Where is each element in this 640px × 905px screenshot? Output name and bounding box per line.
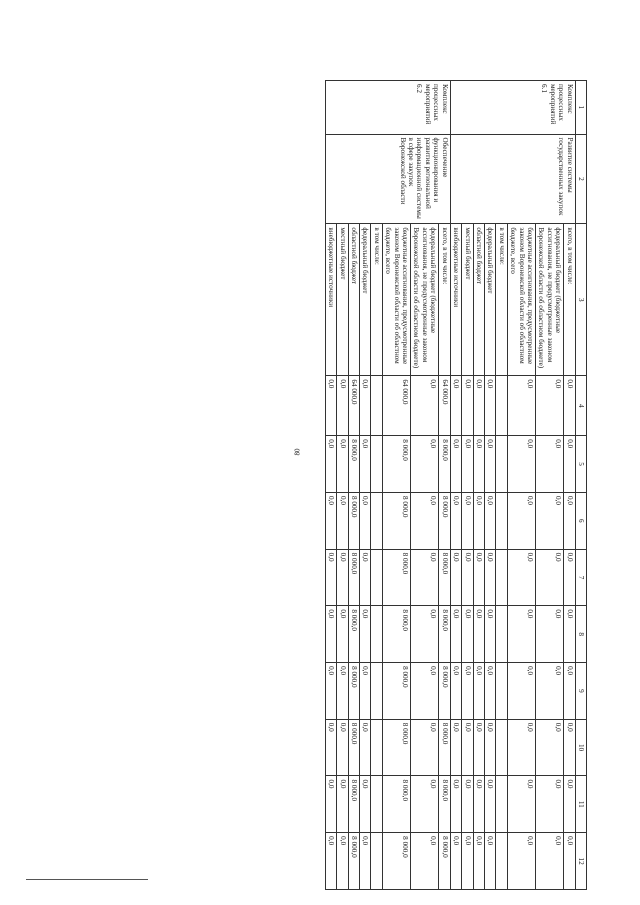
amount-cell — [371, 663, 382, 720]
rotated-page — [325, 80, 587, 890]
amount-cell: 0,0 — [564, 436, 575, 493]
amount-cell: 8 000,0 — [439, 833, 450, 890]
amount-cell: 0,0 — [535, 436, 563, 493]
amount-cell: 8 000,0 — [439, 776, 450, 833]
amount-cell: 0,0 — [450, 606, 461, 663]
amount-cell: 8 000,0 — [382, 833, 410, 890]
amount-cell — [496, 492, 507, 549]
header-cell: 2 — [575, 134, 586, 224]
amount-cell: 0,0 — [535, 833, 563, 890]
header-row — [575, 81, 586, 890]
amount-cell — [496, 606, 507, 663]
funding-source-cell: федеральный бюджет (бюджетные ассигнования, не предусмотренные законом Воронежской области об областном бюджете) — [411, 224, 439, 376]
amount-cell: 0,0 — [360, 663, 371, 720]
amount-cell — [371, 833, 382, 890]
amount-cell: 8 000,0 — [439, 663, 450, 720]
amount-cell — [371, 549, 382, 606]
amount-cell: 0,0 — [411, 436, 439, 493]
amount-cell: 0,0 — [360, 549, 371, 606]
amount-cell: 0,0 — [564, 606, 575, 663]
amount-cell: 0,0 — [337, 376, 348, 436]
amount-cell: 0,0 — [473, 549, 484, 606]
amount-cell: 0,0 — [337, 776, 348, 833]
amount-cell: 0,0 — [360, 492, 371, 549]
amount-cell — [371, 776, 382, 833]
amount-cell: 0,0 — [535, 663, 563, 720]
amount-cell: 0,0 — [325, 436, 336, 493]
amount-cell: 0,0 — [484, 376, 495, 436]
amount-cell: 0,0 — [507, 376, 535, 436]
amount-cell: 0,0 — [564, 663, 575, 720]
amount-cell — [371, 719, 382, 776]
amount-cell: 64 000,0 — [439, 376, 450, 436]
amount-cell: 0,0 — [411, 606, 439, 663]
amount-cell: 8 000,0 — [382, 549, 410, 606]
amount-cell: 0,0 — [507, 436, 535, 493]
amount-cell: 8 000,0 — [382, 492, 410, 549]
amount-cell: 0,0 — [564, 376, 575, 436]
amount-cell: 0,0 — [360, 436, 371, 493]
footer-rule — [26, 879, 148, 880]
funding-source-cell: федеральный бюджет — [484, 224, 495, 376]
amount-cell: 0,0 — [484, 492, 495, 549]
amount-cell: 64 000,0 — [348, 376, 359, 436]
amount-cell: 0,0 — [507, 663, 535, 720]
amount-cell: 0,0 — [411, 776, 439, 833]
header-cell: 4 — [575, 376, 586, 436]
amount-cell: 0,0 — [325, 492, 336, 549]
amount-cell: 0,0 — [462, 436, 473, 493]
funding-source-cell: местный бюджет — [462, 224, 473, 376]
amount-cell: 8 000,0 — [348, 833, 359, 890]
amount-cell: 0,0 — [473, 606, 484, 663]
amount-cell: 0,0 — [507, 492, 535, 549]
amount-cell: 0,0 — [507, 833, 535, 890]
amount-cell: 0,0 — [462, 663, 473, 720]
funding-source-cell: областной бюджет — [473, 224, 484, 376]
header-cell: 12 — [575, 833, 586, 890]
amount-cell — [371, 376, 382, 436]
amount-cell: 0,0 — [337, 606, 348, 663]
amount-cell: 0,0 — [564, 833, 575, 890]
amount-cell: 0,0 — [450, 719, 461, 776]
amount-cell: 0,0 — [473, 833, 484, 890]
amount-cell: 0,0 — [411, 492, 439, 549]
amount-cell: 8 000,0 — [439, 606, 450, 663]
amount-cell: 0,0 — [462, 833, 473, 890]
funding-source-cell: бюджетные ассигнования, предусмотренные законом Воронежской области об областном бюджете, всего — [507, 224, 535, 376]
amount-cell: 0,0 — [450, 376, 461, 436]
amount-cell: 8 000,0 — [382, 776, 410, 833]
page-number: 80 — [293, 448, 302, 456]
header-cell: 7 — [575, 549, 586, 606]
funding-source-cell: федеральный бюджет (бюджетные ассигнования, не предусмотренные законом Воронежской области об областном бюджете) — [535, 224, 563, 376]
amount-cell: 0,0 — [337, 492, 348, 549]
budget-table — [325, 80, 587, 890]
amount-cell: 8 000,0 — [382, 719, 410, 776]
amount-cell — [496, 776, 507, 833]
amount-cell: 0,0 — [473, 492, 484, 549]
funding-source-cell: всего, в том числе: — [564, 224, 575, 376]
amount-cell: 0,0 — [462, 606, 473, 663]
amount-cell — [496, 663, 507, 720]
funding-source-cell: в том числе: — [496, 224, 507, 376]
header-cell: 10 — [575, 719, 586, 776]
amount-cell: 0,0 — [325, 719, 336, 776]
table-row — [564, 81, 575, 890]
amount-cell: 8 000,0 — [382, 606, 410, 663]
amount-cell: 0,0 — [411, 549, 439, 606]
amount-cell: 0,0 — [337, 833, 348, 890]
funding-source-cell: внебюджетные источники — [450, 224, 461, 376]
amount-cell: 8 000,0 — [382, 436, 410, 493]
program-name-cell: Обеспечение функционирования и развития региональной информационной системы в сфере закупок Воронежской области — [325, 134, 450, 224]
amount-cell: 0,0 — [337, 436, 348, 493]
amount-cell: 0,0 — [462, 719, 473, 776]
table-row — [439, 81, 450, 890]
header-cell: 6 — [575, 492, 586, 549]
amount-cell: 0,0 — [337, 719, 348, 776]
amount-cell: 0,0 — [535, 719, 563, 776]
amount-cell: 0,0 — [411, 663, 439, 720]
funding-source-cell: бюджетные ассигнования, предусмотренные законом Воронежской области об областном бюджете, всего — [382, 224, 410, 376]
funding-source-cell: внебюджетные источники — [325, 224, 336, 376]
amount-cell: 0,0 — [462, 376, 473, 436]
amount-cell: 0,0 — [325, 549, 336, 606]
amount-cell: 0,0 — [462, 492, 473, 549]
program-code-cell: Комплекс процессных мероприятий 6.1 — [450, 81, 575, 135]
amount-cell: 0,0 — [411, 833, 439, 890]
funding-source-cell: областной бюджет — [348, 224, 359, 376]
amount-cell: 0,0 — [325, 663, 336, 720]
amount-cell: 8 000,0 — [439, 492, 450, 549]
amount-cell: 0,0 — [564, 719, 575, 776]
header-cell: 11 — [575, 776, 586, 833]
amount-cell: 0,0 — [484, 606, 495, 663]
amount-cell: 8 000,0 — [348, 776, 359, 833]
funding-source-cell: местный бюджет — [337, 224, 348, 376]
amount-cell: 0,0 — [450, 663, 461, 720]
amount-cell: 0,0 — [337, 549, 348, 606]
amount-cell — [496, 833, 507, 890]
amount-cell — [496, 549, 507, 606]
amount-cell: 0,0 — [325, 833, 336, 890]
amount-cell: 0,0 — [507, 549, 535, 606]
amount-cell: 0,0 — [360, 606, 371, 663]
amount-cell: 0,0 — [535, 492, 563, 549]
amount-cell: 0,0 — [507, 776, 535, 833]
amount-cell: 0,0 — [450, 833, 461, 890]
amount-cell: 0,0 — [325, 606, 336, 663]
amount-cell: 0,0 — [535, 776, 563, 833]
amount-cell: 0,0 — [360, 833, 371, 890]
amount-cell — [371, 492, 382, 549]
amount-cell: 0,0 — [337, 663, 348, 720]
amount-cell: 8 000,0 — [348, 549, 359, 606]
amount-cell: 64 000,0 — [382, 376, 410, 436]
amount-cell — [496, 376, 507, 436]
amount-cell: 0,0 — [564, 492, 575, 549]
amount-cell: 0,0 — [325, 776, 336, 833]
amount-cell: 0,0 — [507, 719, 535, 776]
amount-cell: 0,0 — [484, 436, 495, 493]
amount-cell: 0,0 — [411, 376, 439, 436]
header-cell: 1 — [575, 81, 586, 135]
amount-cell: 0,0 — [473, 663, 484, 720]
amount-cell: 8 000,0 — [439, 436, 450, 493]
amount-cell: 0,0 — [473, 776, 484, 833]
amount-cell: 0,0 — [360, 776, 371, 833]
amount-cell: 8 000,0 — [382, 663, 410, 720]
amount-cell: 8 000,0 — [439, 719, 450, 776]
amount-cell: 0,0 — [484, 719, 495, 776]
amount-cell: 0,0 — [535, 606, 563, 663]
amount-cell: 0,0 — [325, 376, 336, 436]
amount-cell: 8 000,0 — [348, 492, 359, 549]
amount-cell: 0,0 — [507, 606, 535, 663]
amount-cell: 8 000,0 — [348, 436, 359, 493]
amount-cell: 0,0 — [462, 549, 473, 606]
amount-cell: 8 000,0 — [348, 719, 359, 776]
amount-cell: 0,0 — [473, 436, 484, 493]
program-name-cell: Развитие системы государственных закупок — [450, 134, 575, 224]
header-cell: 5 — [575, 436, 586, 493]
amount-cell: 0,0 — [450, 549, 461, 606]
header-cell: 3 — [575, 224, 586, 376]
program-code-cell: Комплекс процессных мероприятий 6.2 — [325, 81, 450, 135]
amount-cell: 0,0 — [473, 376, 484, 436]
amount-cell: 0,0 — [450, 776, 461, 833]
amount-cell: 8 000,0 — [348, 606, 359, 663]
amount-cell: 0,0 — [535, 549, 563, 606]
amount-cell — [371, 436, 382, 493]
amount-cell: 0,0 — [450, 492, 461, 549]
amount-cell: 0,0 — [484, 549, 495, 606]
amount-cell: 0,0 — [360, 719, 371, 776]
amount-cell: 8 000,0 — [348, 663, 359, 720]
amount-cell — [496, 719, 507, 776]
funding-source-cell: всего, в том числе: — [439, 224, 450, 376]
amount-cell: 0,0 — [484, 776, 495, 833]
amount-cell: 0,0 — [535, 376, 563, 436]
amount-cell — [371, 606, 382, 663]
amount-cell: 0,0 — [411, 719, 439, 776]
amount-cell: 0,0 — [564, 549, 575, 606]
amount-cell: 0,0 — [360, 376, 371, 436]
header-cell: 8 — [575, 606, 586, 663]
amount-cell: 8 000,0 — [439, 549, 450, 606]
amount-cell: 0,0 — [484, 833, 495, 890]
amount-cell: 0,0 — [484, 663, 495, 720]
funding-source-cell: в том числе: — [371, 224, 382, 376]
amount-cell: 0,0 — [462, 776, 473, 833]
header-cell: 9 — [575, 663, 586, 720]
funding-source-cell: федеральный бюджет — [360, 224, 371, 376]
amount-cell: 0,0 — [473, 719, 484, 776]
amount-cell: 0,0 — [564, 776, 575, 833]
amount-cell — [496, 436, 507, 493]
amount-cell: 0,0 — [450, 436, 461, 493]
